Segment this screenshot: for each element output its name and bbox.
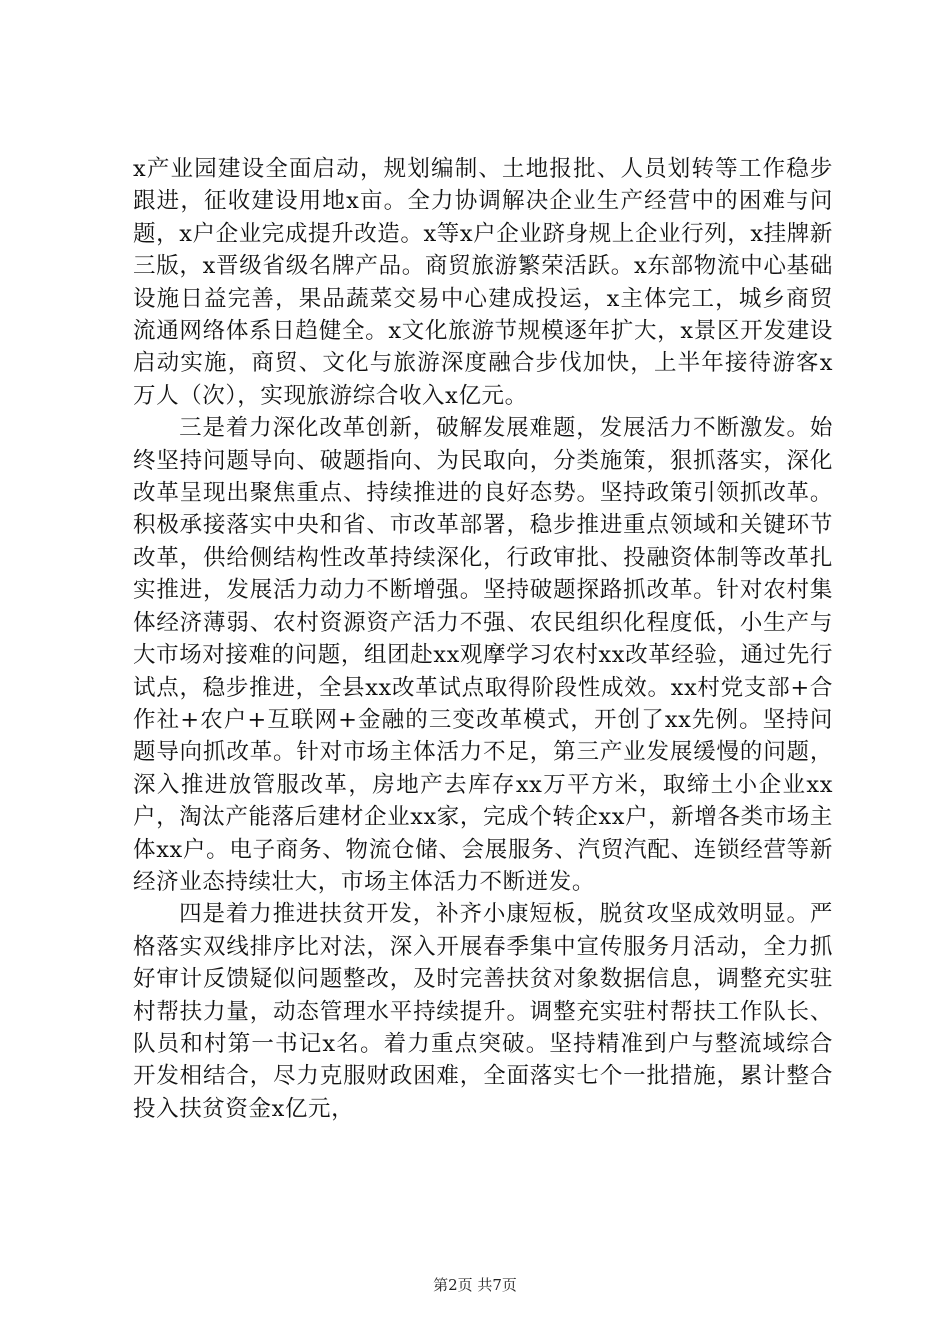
paragraph-poverty-alleviation: 四是着力推进扶贫开发，补齐小康短板，脱贫攻坚成效明显。严格落实双线排序比对法，深入开展春季集中宣传服务月活动，全力抓好审计反馈疑似问题整改，及时完善扶贫对象数据信息，调整充实驻村帮扶力量，动态管理水平持续提升。调整充实驻村帮扶工作队长、队员和村第一书记x名。着力重点突破。坚持精准到户与整流域综合开发相结合，尽力克服财政困难，全面落实七个一批措施，累计整合投入扶贫资金x亿元， [133, 901, 833, 1122]
paragraph-reform-innovation: 三是着力深化改革创新，破解发展难题，发展活力不断激发。始终坚持问题导向、破题指向、为民取向，分类施策，狠抓落实，深化改革呈现出聚焦重点、持续推进的良好态势。坚持政策引领抓改革。积极承接落实中央和省、市改革部署，稳步推进重点领域和关键环节改革，供给侧结构性改革持续深化，行政审批、投融资体制等改革扎实推进，发展活力动力不断增强。坚持破题探路抓改革。针对农村集体经济薄弱、农村资源资产活力不强、农民组织化程度低，小生产与大市场对接难的问题，组团赴xx观摩学习农村xx改革经验，通过先行试点，稳步推进，全县xx改革试点取得阶段性成效。xx村党支部+合作社+农户+互联网+金融的三变改革模式，开创了xx先例。坚持问题导向抓改革。针对市场主体活力不足，第三产业发展缓慢的问题，深入推进放管服改革，房地产去库存xx万平方米，取缔土小企业xx户，淘汰产能落后建材企业xx家，完成个转企xx户，新增各类市场主体xx户。电子商务、物流仓储、会展服务、汽贸汽配、连锁经营等新经济业态持续壮大，市场主体活力不断迸发。 [133, 415, 833, 895]
document-body [133, 153, 833, 1125]
page-number-footer: 第2页 共7页 [433, 1276, 517, 1294]
paragraph-continuation: x产业园建设全面启动，规划编制、土地报批、人员划转等工作稳步跟进，征收建设用地x亩。全力协调解决企业生产经营中的困难与问题，x户企业完成提升改造。x等x户企业跻身规上企业行列，x挂牌新三版，x晋级省级名牌产品。商贸旅游繁荣活跃。x东部物流中心基础设施日益完善，果品蔬菜交易中心建成投运，x主体完工，城乡商贸流通网络体系日趋健全。x文化旅游节规模逐年扩大，x景区开发建设启动实施，商贸、文化与旅游深度融合步伐加快，上半年接待游客x万人（次），实现旅游综合收入x亿元。 [133, 156, 833, 409]
